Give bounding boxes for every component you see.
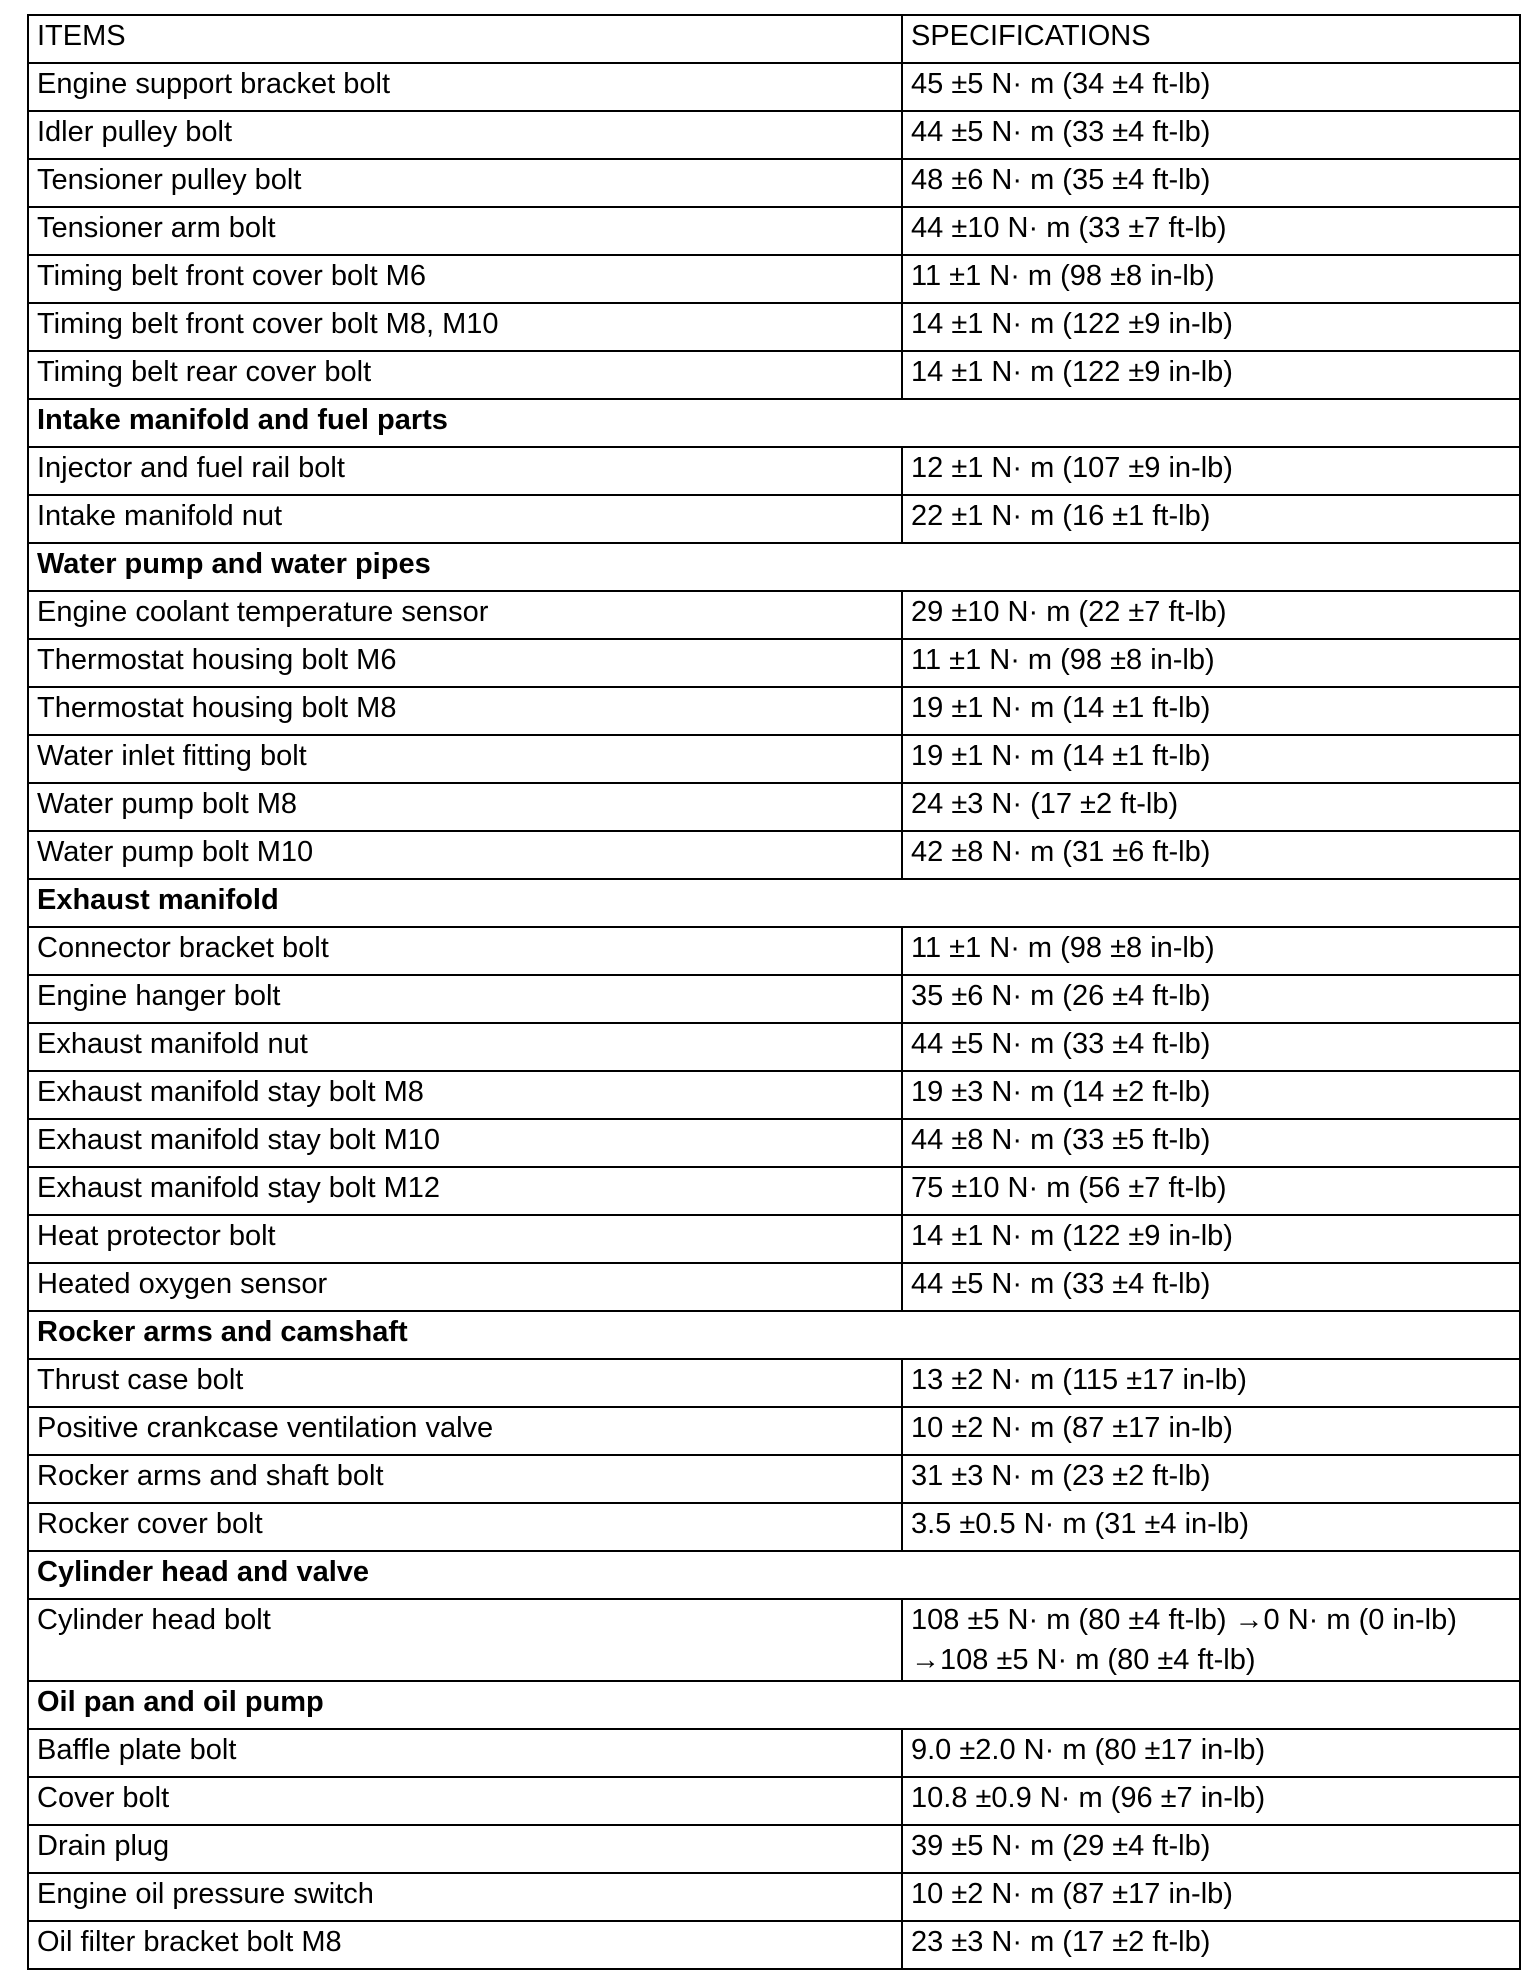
specification-cell — [902, 975, 1520, 1023]
table-row — [28, 1777, 1520, 1825]
item-cell: Heat protector bolt — [28, 1215, 902, 1263]
specification-cell — [902, 255, 1520, 303]
specification-cell — [902, 591, 1520, 639]
table-row — [28, 255, 1520, 303]
table-row — [28, 1921, 1520, 1969]
item-cell: Exhaust manifold stay bolt M10 — [28, 1119, 902, 1167]
specification-line: 44 ±5 N· m (33 ±4 ft-lb) — [911, 1268, 1211, 1300]
item-cell: Thrust case bolt — [28, 1359, 902, 1407]
specification-line: 24 ±3 N· (17 ±2 ft-lb) — [911, 788, 1179, 820]
table-row — [28, 111, 1520, 159]
item-cell: Engine support bracket bolt — [28, 63, 902, 111]
specification-cell — [902, 1455, 1520, 1503]
item-cell: Tensioner pulley bolt — [28, 159, 902, 207]
specification-cell — [902, 1777, 1520, 1825]
specification-line: 11 ±1 N· m (98 ±8 in-lb) — [911, 932, 1215, 964]
table-row — [28, 447, 1520, 495]
item-cell: Exhaust manifold stay bolt M12 — [28, 1167, 902, 1215]
section-title: Intake manifold and fuel parts — [28, 399, 1520, 447]
item-cell: Engine oil pressure switch — [28, 1873, 902, 1921]
specification-line: 31 ±3 N· m (23 ±2 ft-lb) — [911, 1460, 1211, 1492]
specification-cell — [902, 1167, 1520, 1215]
specification-line: 22 ±1 N· m (16 ±1 ft-lb) — [911, 500, 1211, 532]
specification-cell — [902, 831, 1520, 879]
item-cell: Engine coolant temperature sensor — [28, 591, 902, 639]
table-row — [28, 1071, 1520, 1119]
item-cell: Thermostat housing bolt M6 — [28, 639, 902, 687]
item-cell: Thermostat housing bolt M8 — [28, 687, 902, 735]
specification-cell — [902, 1873, 1520, 1921]
specification-line: 45 ±5 N· m (34 ±4 ft-lb) — [911, 68, 1211, 100]
table-row — [28, 831, 1520, 879]
specification-line: 19 ±1 N· m (14 ±1 ft-lb) — [911, 692, 1211, 724]
specification-cell — [902, 687, 1520, 735]
specification-line: 13 ±2 N· m (115 ±17 in-lb) — [911, 1364, 1247, 1396]
specification-cell — [902, 1215, 1520, 1263]
item-cell: Cover bolt — [28, 1777, 902, 1825]
specification-line: 42 ±8 N· m (31 ±6 ft-lb) — [911, 836, 1211, 868]
specification-line: 19 ±1 N· m (14 ±1 ft-lb) — [911, 740, 1211, 772]
section-title: Water pump and water pipes — [28, 543, 1520, 591]
specification-line: 9.0 ±2.0 N· m (80 ±17 in-lb) — [911, 1734, 1266, 1766]
specification-cell — [902, 1503, 1520, 1551]
specification-cell — [902, 927, 1520, 975]
specification-line: 14 ±1 N· m (122 ±9 in-lb) — [911, 356, 1233, 388]
specification-line: 44 ±5 N· m (33 ±4 ft-lb) — [911, 1028, 1211, 1060]
specification-cell — [902, 159, 1520, 207]
specification-cell — [902, 1729, 1520, 1777]
item-cell: Drain plug — [28, 1825, 902, 1873]
section-header-row — [28, 879, 1520, 927]
specification-line: 10 ±2 N· m (87 ±17 in-lb) — [911, 1412, 1233, 1444]
item-cell: Rocker arms and shaft bolt — [28, 1455, 902, 1503]
item-cell: Water pump bolt M10 — [28, 831, 902, 879]
table-row — [28, 351, 1520, 399]
section-title: Exhaust manifold — [28, 879, 1520, 927]
specification-cell — [902, 351, 1520, 399]
table-row — [28, 687, 1520, 735]
torque-spec-table — [27, 14, 1521, 1970]
section-header-row — [28, 1311, 1520, 1359]
item-cell: Timing belt front cover bolt M8, M10 — [28, 303, 902, 351]
item-cell: Cylinder head bolt — [28, 1599, 902, 1681]
table-row — [28, 1729, 1520, 1777]
table-row — [28, 1599, 1520, 1681]
table-row — [28, 639, 1520, 687]
table-row — [28, 927, 1520, 975]
specification-cell — [902, 1921, 1520, 1969]
items-column-header: ITEMS — [28, 15, 902, 63]
specification-cell — [902, 447, 1520, 495]
table-row — [28, 495, 1520, 543]
specification-line: 14 ±1 N· m (122 ±9 in-lb) — [911, 308, 1233, 340]
item-cell: Timing belt front cover bolt M6 — [28, 255, 902, 303]
item-cell: Exhaust manifold stay bolt M8 — [28, 1071, 902, 1119]
table-row — [28, 1167, 1520, 1215]
specification-cell — [902, 1599, 1520, 1681]
specification-cell — [902, 111, 1520, 159]
specification-cell — [902, 63, 1520, 111]
specification-line: 14 ±1 N· m (122 ±9 in-lb) — [911, 1220, 1233, 1252]
section-title: Oil pan and oil pump — [28, 1681, 1520, 1729]
table-row — [28, 735, 1520, 783]
item-cell: Timing belt rear cover bolt — [28, 351, 902, 399]
specification-line: 10.8 ±0.9 N· m (96 ±7 in-lb) — [911, 1782, 1266, 1814]
specification-line: 12 ±1 N· m (107 ±9 in-lb) — [911, 452, 1233, 484]
item-cell: Connector bracket bolt — [28, 927, 902, 975]
specification-line: 44 ±5 N· m (33 ±4 ft-lb) — [911, 116, 1211, 148]
specification-line: 11 ±1 N· m (98 ±8 in-lb) — [911, 260, 1215, 292]
spec-table-body — [28, 15, 1520, 1969]
specification-cell — [902, 783, 1520, 831]
section-header-row — [28, 543, 1520, 591]
specification-cell — [902, 207, 1520, 255]
specifications-column-header: SPECIFICATIONS — [902, 15, 1520, 63]
table-row — [28, 783, 1520, 831]
item-cell: Injector and fuel rail bolt — [28, 447, 902, 495]
table-row — [28, 1503, 1520, 1551]
table-row — [28, 1215, 1520, 1263]
item-cell: Intake manifold nut — [28, 495, 902, 543]
item-cell: Tensioner arm bolt — [28, 207, 902, 255]
table-row — [28, 63, 1520, 111]
specification-line: 3.5 ±0.5 N· m (31 ±4 in-lb) — [911, 1508, 1250, 1540]
specification-cell — [902, 1071, 1520, 1119]
table-row — [28, 1263, 1520, 1311]
item-cell: Rocker cover bolt — [28, 1503, 902, 1551]
section-header-row — [28, 399, 1520, 447]
specification-line: 108 ±5 N· m (80 ±4 ft-lb) →0 N· m (0 in-lb) — [911, 1604, 1457, 1636]
specification-line: 44 ±10 N· m (33 ±7 ft-lb) — [911, 212, 1227, 244]
item-cell: Water pump bolt M8 — [28, 783, 902, 831]
specification-cell — [902, 495, 1520, 543]
section-title: Rocker arms and camshaft — [28, 1311, 1520, 1359]
specification-line: 44 ±8 N· m (33 ±5 ft-lb) — [911, 1124, 1211, 1156]
item-cell: Water inlet fitting bolt — [28, 735, 902, 783]
specification-cell — [902, 303, 1520, 351]
specification-cell — [902, 1407, 1520, 1455]
specification-cell — [902, 1359, 1520, 1407]
table-row — [28, 207, 1520, 255]
item-cell: Positive crankcase ventilation valve — [28, 1407, 902, 1455]
specification-cell — [902, 1119, 1520, 1167]
table-row — [28, 1407, 1520, 1455]
item-cell: Exhaust manifold nut — [28, 1023, 902, 1071]
table-header-row — [28, 15, 1520, 63]
section-title: Cylinder head and valve — [28, 1551, 1520, 1599]
item-cell: Heated oxygen sensor — [28, 1263, 902, 1311]
item-cell: Idler pulley bolt — [28, 111, 902, 159]
specification-line: 35 ±6 N· m (26 ±4 ft-lb) — [911, 980, 1211, 1012]
specification-line: 29 ±10 N· m (22 ±7 ft-lb) — [911, 596, 1227, 628]
specification-line: 75 ±10 N· m (56 ±7 ft-lb) — [911, 1172, 1227, 1204]
table-row — [28, 1825, 1520, 1873]
specification-cell — [902, 1825, 1520, 1873]
specification-cell — [902, 1263, 1520, 1311]
table-row — [28, 1119, 1520, 1167]
item-cell: Baffle plate bolt — [28, 1729, 902, 1777]
specification-line: 48 ±6 N· m (35 ±4 ft-lb) — [911, 164, 1211, 196]
table-row — [28, 1359, 1520, 1407]
table-row — [28, 1455, 1520, 1503]
table-row — [28, 975, 1520, 1023]
specification-line: →108 ±5 N· m (80 ±4 ft-lb) — [911, 1644, 1256, 1676]
specification-line: 10 ±2 N· m (87 ±17 in-lb) — [911, 1878, 1233, 1910]
section-header-row — [28, 1551, 1520, 1599]
table-row — [28, 303, 1520, 351]
specification-cell — [902, 1023, 1520, 1071]
specification-line: 23 ±3 N· m (17 ±2 ft-lb) — [911, 1926, 1211, 1958]
item-cell: Oil filter bracket bolt M8 — [28, 1921, 902, 1969]
specification-line: 19 ±3 N· m (14 ±2 ft-lb) — [911, 1076, 1211, 1108]
specification-cell — [902, 735, 1520, 783]
specification-line: 11 ±1 N· m (98 ±8 in-lb) — [911, 644, 1215, 676]
table-row — [28, 1873, 1520, 1921]
table-row — [28, 159, 1520, 207]
table-row — [28, 591, 1520, 639]
table-row — [28, 1023, 1520, 1071]
section-header-row — [28, 1681, 1520, 1729]
specification-cell — [902, 639, 1520, 687]
specification-line: 39 ±5 N· m (29 ±4 ft-lb) — [911, 1830, 1211, 1862]
item-cell: Engine hanger bolt — [28, 975, 902, 1023]
